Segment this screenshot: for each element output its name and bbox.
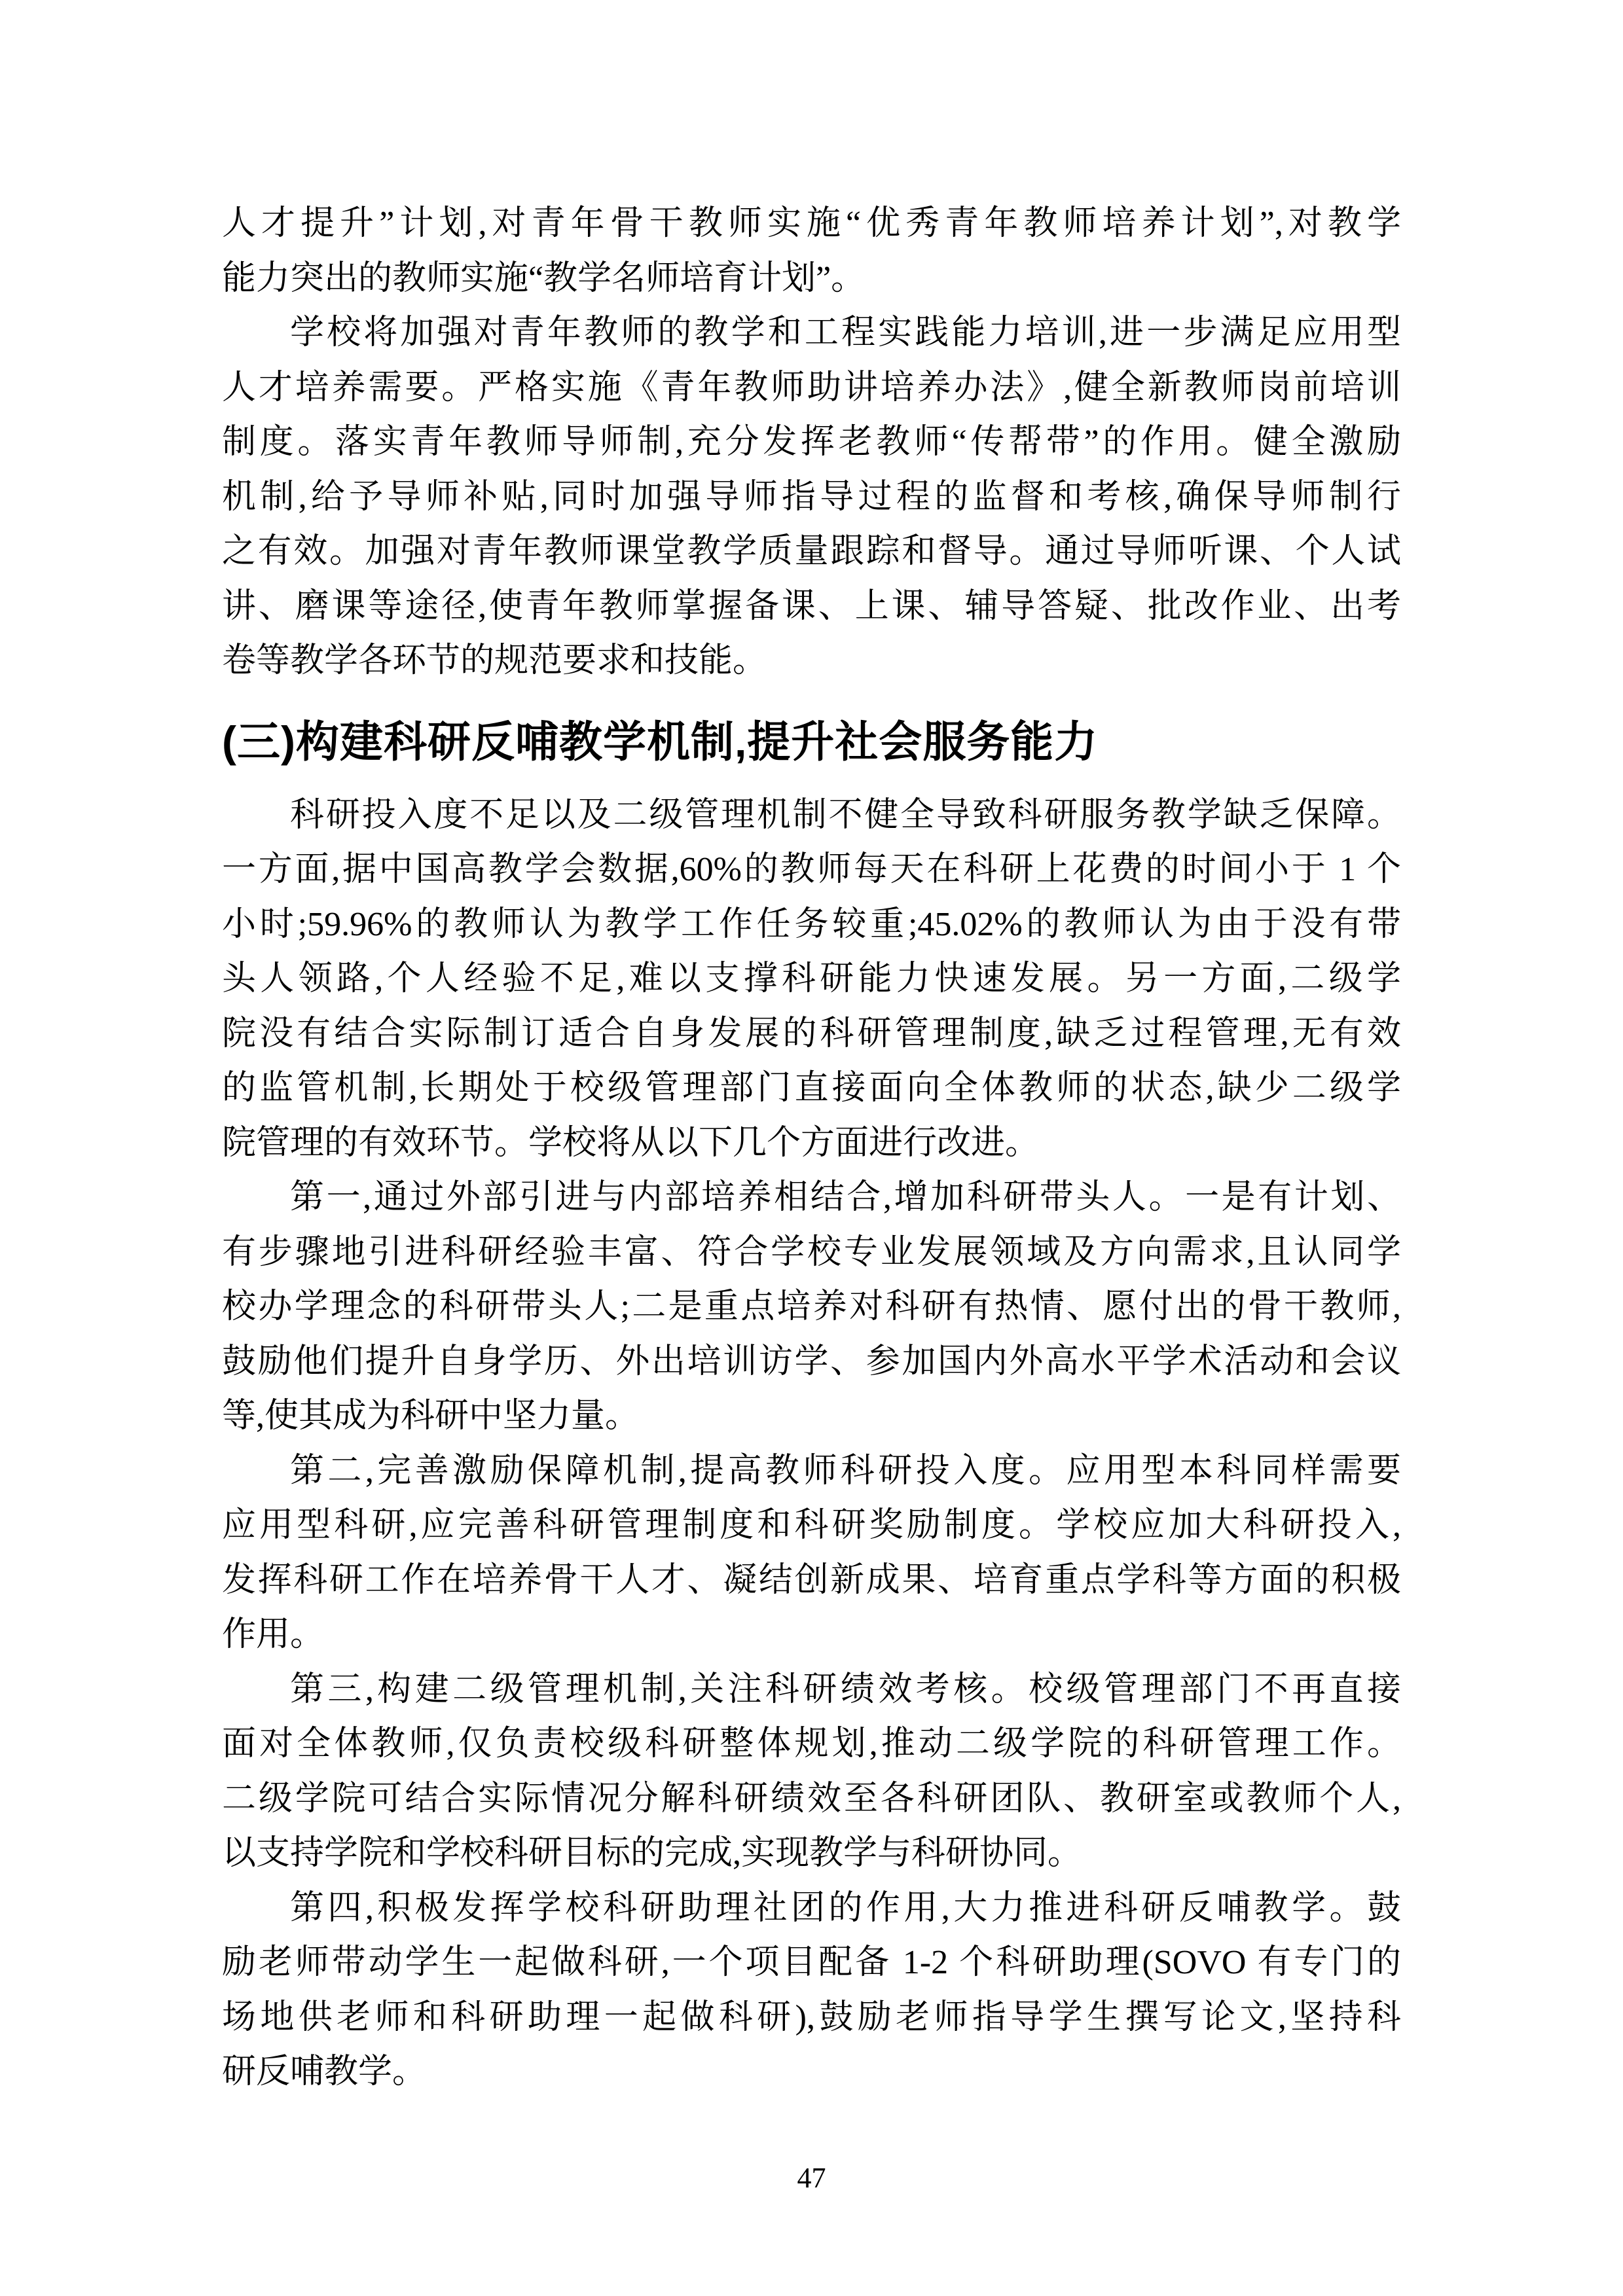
body-line: 制度。落实青年教师导师制,充分发挥老教师“传帮带”的作用。健全激励 [222, 423, 1401, 461]
section-heading: (三)构建科研反哺教学机制,提升社会服务能力 [222, 717, 1099, 766]
body-line: 小时;59.96%的教师认为教学工作任务较重;45.02%的教师认为由于没有带 [222, 905, 1401, 943]
body-line: 第三,构建二级管理机制,关注科研绩效考核。校级管理部门不再直接 [290, 1670, 1401, 1708]
body-line: 等,使其成为科研中坚力量。 [222, 1397, 640, 1435]
body-line: 校办学理念的科研带头人;二是重点培养对科研有热情、愿付出的骨干教师, [222, 1288, 1401, 1325]
body-line: 院管理的有效环节。学校将从以下几个方面进行改进。 [222, 1124, 1040, 1162]
body-line: 鼓励他们提升自身学历、外出培训访学、参加国内外高水平学术活动和会议 [222, 1342, 1401, 1380]
document-body [222, 196, 1401, 2100]
body-line: 励老师带动学生一起做科研,一个项目配备 1-2 个科研助理(SOVO 有专门的 [222, 1944, 1401, 1981]
body-line: 发挥科研工作在培养骨干人才、凝结创新成果、培育重点学科等方面的积极 [222, 1561, 1401, 1599]
body-line: 的监管机制,长期处于校级管理部门直接面向全体教师的状态,缺少二级学 [222, 1069, 1401, 1107]
body-line: 以支持学院和学校科研目标的完成,实现教学与科研协同。 [222, 1835, 1082, 1872]
body-line: 科研投入度不足以及二级管理机制不健全导致科研服务教学缺乏保障。 [290, 796, 1401, 834]
body-line: 二级学院可结合实际情况分解科研绩效至各科研团队、教研室或教师个人, [222, 1780, 1401, 1818]
body-line: 第四,积极发挥学校科研助理社团的作用,大力推进科研反哺教学。鼓 [290, 1889, 1401, 1927]
body-line: 有步骤地引进科研经验丰富、符合学校专业发展领域及方向需求,且认同学 [222, 1233, 1401, 1271]
page-footer [0, 2159, 1623, 2198]
body-line: 人才培养需要。严格实施《青年教师助讲培养办法》,健全新教师岗前培训 [222, 368, 1401, 406]
body-line: 头人领路,个人经验不足,难以支撑科研能力快速发展。另一方面,二级学 [222, 960, 1401, 997]
body-line: 之有效。加强对青年教师课堂教学质量跟踪和督导。通过导师听课、个人试 [222, 533, 1401, 570]
body-line: 作用。 [222, 1616, 325, 1653]
page-number: 47 [797, 2162, 826, 2194]
body-line: 面对全体教师,仅负责校级科研整体规划,推动二级学院的科研管理工作。 [222, 1725, 1401, 1763]
body-line: 卷等教学各环节的规范要求和技能。 [222, 642, 767, 679]
body-line: 院没有结合实际制订适合自身发展的科研管理制度,缺乏过程管理,无有效 [222, 1014, 1401, 1052]
body-line: 一方面,据中国高教学会数据,60%的教师每天在科研上花费的时间小于 1 个 [222, 851, 1401, 888]
body-line: 机制,给予导师补贴,同时加强导师指导过程的监督和考核,确保导师制行 [222, 478, 1401, 516]
body-line: 讲、磨课等途径,使青年教师掌握备课、上课、辅导答疑、批改作业、出考 [222, 587, 1401, 625]
body-line: 人才提升”计划,对青年骨干教师实施“优秀青年教师培养计划”,对教学 [222, 205, 1401, 242]
body-line: 应用型科研,应完善科研管理制度和科研奖励制度。学校应加大科研投入, [222, 1507, 1401, 1544]
body-line: 能力突出的教师实施“教学名师培育计划”。 [222, 259, 866, 297]
body-line: 学校将加强对青年教师的教学和工程实践能力培训,进一步满足应用型 [290, 314, 1401, 351]
body-line: 研反哺教学。 [222, 2053, 427, 2090]
body-line: 第二,完善激励保障机制,提高教师科研投入度。应用型本科同样需要 [290, 1452, 1401, 1490]
body-line: 场地供老师和科研助理一起做科研),鼓励老师指导学生撰写论文,坚持科 [222, 1998, 1401, 2036]
body-line: 第一,通过外部引进与内部培养相结合,增加科研带头人。一是有计划、 [290, 1179, 1401, 1216]
